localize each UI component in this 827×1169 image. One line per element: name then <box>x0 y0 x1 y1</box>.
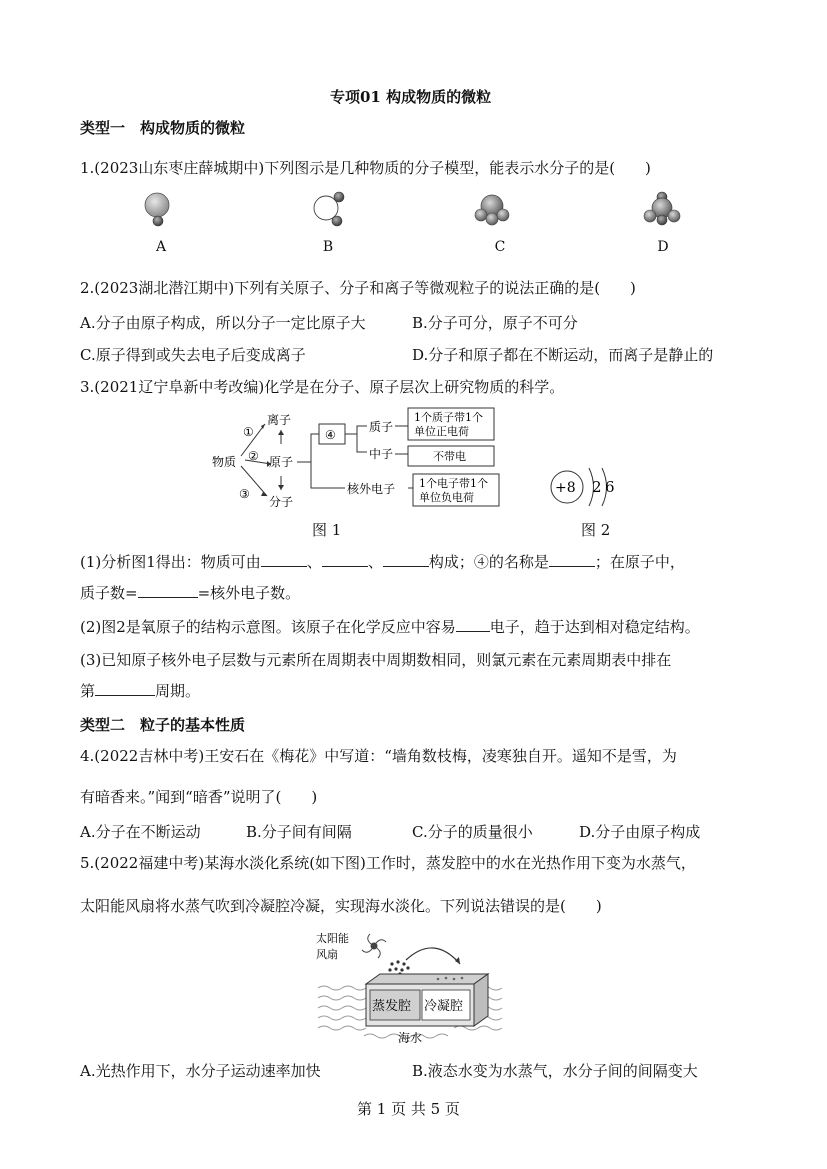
q5-sea-label: 海水 <box>398 1031 423 1045</box>
q3-blank-2[interactable] <box>322 552 368 567</box>
fig1-box2: 不带电 <box>433 450 466 463</box>
option-a-label: A <box>155 239 167 255</box>
question-4-stem-line-1: 4.(2022吉林中考)王安石在《梅花》中写道：“墙角数枝梅，凌寒独自开。遥知不是雪，为 <box>80 747 677 765</box>
question-5-option-a: A.光热作用下，水分子运动速率加快 <box>80 1062 321 1080</box>
fig1-lizi: 离子 <box>267 413 292 427</box>
q5-fan-label-2: 风扇 <box>316 948 338 961</box>
q3-p1-text-e: =核外电子数。 <box>197 584 301 602</box>
question-3-part-2 <box>80 617 700 637</box>
q5-desalination-figure <box>314 928 510 1046</box>
question-3-part-3-line-2 <box>80 681 200 701</box>
model-c-icon <box>475 195 509 225</box>
model-b-icon <box>314 192 344 226</box>
page-footer: 第 1 页 共 5 页 <box>357 1100 460 1118</box>
fig1-zhongzi: 中子 <box>369 447 394 461</box>
q3-blank-7[interactable] <box>95 681 155 696</box>
fig1-fenzi: 分子 <box>269 495 294 509</box>
question-4-option-c: C.分子的质量很小 <box>412 823 533 841</box>
figure-1-diagram <box>205 404 505 516</box>
question-4-option-d: D.分子由原子构成 <box>579 823 701 841</box>
question-2-option-a: A.分子由原子构成，所以分子一定比原子大 <box>80 314 366 332</box>
option-d-label: D <box>657 239 669 255</box>
q3-blank-1[interactable] <box>261 552 307 567</box>
question-4-stem-line-2: 有暗香来。”闻到“暗香”说明了( ) <box>80 788 318 806</box>
fig1-box1-line1: 1个质子带1个 <box>414 411 483 424</box>
q3-p1-sep-2: 、 <box>367 553 383 571</box>
fig2-shell-2: 6 <box>605 478 615 496</box>
figure-1-caption: 图 1 <box>312 521 342 539</box>
fig1-circle-1: ① <box>243 425 254 439</box>
model-d-icon <box>644 192 680 225</box>
fig2-shell-1: 2 <box>592 478 602 496</box>
fig1-circle-2: ② <box>248 449 259 463</box>
q1-molecule-models <box>130 186 710 234</box>
question-2-option-c: C.原子得到或失去电子后变成离子 <box>80 346 306 364</box>
fig1-hewai: 核外电子 <box>347 482 396 496</box>
q3-p2-text-b: 电子，趋于达到相对稳定结构。 <box>489 618 700 636</box>
solar-fan-icon <box>362 934 386 958</box>
question-3-part-3-line-1: (3)已知原子核外电子层数与元素所在周期表中周期数相同，则氯元素在元素周期表中排在 <box>80 651 672 669</box>
fig1-box3-line2: 单位负电荷 <box>419 491 474 504</box>
q3-blank-6[interactable] <box>456 617 490 632</box>
q3-p1-text-d: 质子数= <box>80 584 138 602</box>
question-2-option-b: B.分子可分，原子不可分 <box>412 314 578 332</box>
fig1-yuanzi: 原子 <box>269 455 294 469</box>
question-5-option-b: B.液态水变为水蒸气，水分子间的间隔变大 <box>412 1062 698 1080</box>
q5-fan-label-1: 太阳能 <box>316 932 349 945</box>
page-title: 专项01 构成物质的微粒 <box>330 88 492 106</box>
model-a-icon <box>145 193 169 226</box>
figure-2-atom-diagram <box>540 460 630 516</box>
question-5-stem-line-2: 太阳能风扇将水蒸气吹到冷凝腔冷凝，实现海水淡化。下列说法错误的是( ) <box>80 897 602 915</box>
fig1-wuzhi: 物质 <box>212 455 237 469</box>
q3-p1-text-c: ；在原子中， <box>594 553 685 571</box>
question-3-part-1-line-2 <box>80 583 300 603</box>
section-heading-2: 类型二 粒子的基本性质 <box>80 716 246 734</box>
fig1-box-4: ④ <box>325 428 336 442</box>
fig1-box1-line2: 单位正电荷 <box>414 425 469 438</box>
fig1-circle-3: ③ <box>239 487 250 501</box>
fig1-box3-line1: 1个电子带1个 <box>419 477 488 490</box>
question-4-option-b: B.分子间有间隔 <box>246 823 352 841</box>
q3-blank-4[interactable] <box>549 552 595 567</box>
question-1-stem: 1.(2023山东枣庄薛城期中)下列图示是几种物质的分子模型，能表示水分子的是( ) <box>80 159 651 177</box>
figure-2-caption: 图 2 <box>581 521 611 539</box>
option-b-label: B <box>322 239 334 255</box>
q3-blank-3[interactable] <box>383 552 429 567</box>
q3-p3-text-b: 第 <box>80 682 96 700</box>
section-heading-1: 类型一 构成物质的微粒 <box>80 119 246 137</box>
fig2-nucleus: +8 <box>555 480 576 496</box>
fig1-zhizi: 质子 <box>369 420 394 434</box>
question-3-stem: 3.(2021辽宁阜新中考改编)化学是在分子、原子层次上研究物质的科学。 <box>80 378 565 396</box>
question-3-part-1-line-1 <box>80 552 685 572</box>
q3-blank-5[interactable] <box>138 583 198 598</box>
q3-p1-text-a: (1)分析图1得出：物质可由 <box>80 553 261 571</box>
question-2-stem: 2.(2023湖北潜江期中)下列有关原子、分子和离子等微观粒子的说法正确的是( ) <box>80 279 636 297</box>
q3-p1-text-b: 构成；④的名称是 <box>428 553 549 571</box>
q3-p3-text-c: 周期。 <box>155 682 201 700</box>
q5-cond-label: 冷凝腔 <box>424 999 464 1014</box>
q3-p2-text-a: (2)图2是氧原子的结构示意图。该原子在化学反应中容易 <box>80 618 456 636</box>
question-5-stem-line-1: 5.(2022福建中考)某海水淡化系统(如下图)工作时，蒸发腔中的水在光热作用下变为水蒸气， <box>80 854 696 872</box>
question-2-option-d: D.分子和原子都在不断运动，而离子是静止的 <box>412 346 714 364</box>
option-c-label: C <box>494 239 506 255</box>
question-4-option-a: A.分子在不断运动 <box>80 823 201 841</box>
q5-evap-label: 蒸发腔 <box>372 999 412 1014</box>
q3-p1-sep-1: 、 <box>306 553 322 571</box>
